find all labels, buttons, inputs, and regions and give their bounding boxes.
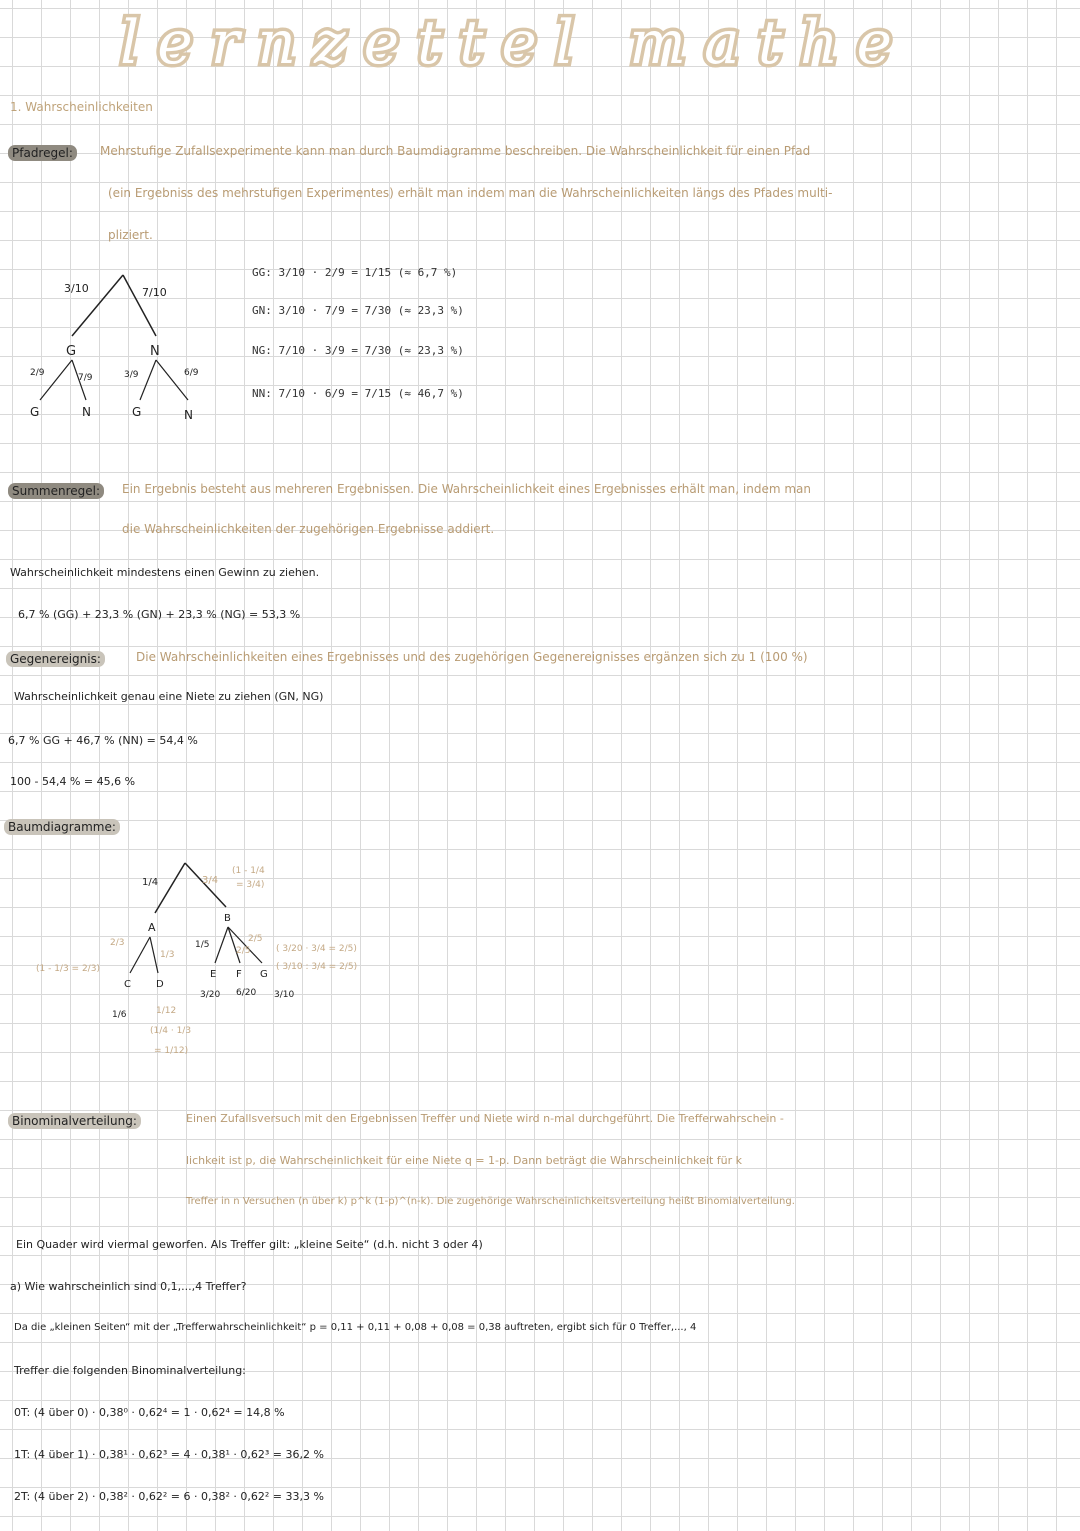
prob-label: 2/5 <box>236 946 251 956</box>
leaf-value: 1/12 <box>156 1006 177 1016</box>
example-text: Da die „kleinen Seiten“ mit der „Trefferwahrscheinlichkeit“ p = 0,11 + 0,11 + 0,08 + 0,08 = 0,38 auftreten, ergibt sich für 0 Treffer,..., 4 <box>14 1322 697 1333</box>
prob-label: 2/3 <box>110 938 125 948</box>
leaf-label: C <box>124 979 131 990</box>
section-heading: 1. Wahrscheinlichkeiten <box>10 100 153 114</box>
binomial-label: Binominalverteilung: <box>8 1113 141 1129</box>
leaf-label: N <box>184 408 193 422</box>
tree-diagram-1 <box>20 260 230 430</box>
prob-note: ( 3/10 : 3/4 = 2/5) <box>276 962 358 972</box>
baumdiagramme-label: Baumdiagramme: <box>4 819 120 835</box>
prob-note: ( 3/20 · 3/4 = 2/5) <box>276 944 357 954</box>
pfadregel-line3: pliziert. <box>108 228 153 242</box>
prob-label: 2/5 <box>248 934 263 944</box>
prob-note: = 3/4) <box>236 880 265 890</box>
leaf-value: = 1/12) <box>154 1046 189 1056</box>
example-calculation: 100 - 54,4 % = 45,6 % <box>10 775 136 788</box>
gegenereignis-block <box>6 648 105 667</box>
binomial-result: 1T: (4 über 1) · 0,38¹ · 0,62³ = 4 · 0,38¹ · 0,62³ = 36,2 % <box>14 1448 324 1461</box>
path-result: NG: 7/10 · 3/9 = 7/30 (≈ 23,3 %) <box>252 344 464 357</box>
node-label: N <box>150 344 160 359</box>
binomial-result: 0T: (4 über 0) · 0,38⁰ · 0,62⁴ = 1 · 0,62⁴ = 14,8 % <box>14 1406 285 1419</box>
leaf-label: D <box>156 979 164 990</box>
prob-note: (1 - 1/3 = 2/3) <box>36 964 100 974</box>
pfadregel-block <box>8 142 77 161</box>
leaf-value: 6/20 <box>236 988 257 998</box>
prob-label: 3/4 <box>202 875 219 886</box>
path-result: GN: 3/10 · 7/9 = 7/30 (≈ 23,3 %) <box>252 304 464 317</box>
example-calculation: 6,7 % GG + 46,7 % (NN) = 54,4 % <box>8 734 198 747</box>
example-question: a) Wie wahrscheinlich sind 0,1,...,4 Treffer? <box>10 1280 247 1293</box>
example-text: Treffer die folgenden Binominalverteilung: <box>14 1364 246 1377</box>
binomial-line3: Treffer in n Versuchen (n über k) p^k (1-p)^(n-k). Die zugehörige Wahrscheinlichkeitsverteilung heißt Binomialverteilung. <box>186 1196 795 1207</box>
example-calculation: 6,7 % (GG) + 23,3 % (GN) + 23,3 % (NG) = 53,3 % <box>18 608 301 621</box>
prob-label: 7/10 <box>142 286 167 299</box>
binomial-line1: Einen Zufallsversuch mit den Ergebnissen Treffer und Niete wird n-mal durchgeführt. Die Trefferwahrschein - <box>186 1112 784 1125</box>
summenregel-line1: Ein Ergebnis besteht aus mehreren Ergebnissen. Die Wahrscheinlichkeit eines Ergebnisses erhält man, indem man <box>122 482 811 496</box>
pfadregel-label: Pfadregel: <box>8 145 77 161</box>
example-intro: Ein Quader wird viermal geworfen. Als Treffer gilt: „kleine Seite“ (d.h. nicht 3 oder 4) <box>16 1238 483 1251</box>
leaf-value: 3/20 <box>200 990 221 1000</box>
binomial-result: 2T: (4 über 2) · 0,38² · 0,62² = 6 · 0,38² · 0,62² = 33,3 % <box>14 1490 324 1503</box>
leaf-value: (1/4 · 1/3 <box>150 1026 192 1036</box>
summenregel-line2: die Wahrscheinlichkeiten der zugehörigen Ergebnisse addiert. <box>122 522 495 536</box>
prob-label: 1/3 <box>160 950 175 960</box>
binomial-line2: lichkeit ist p, die Wahrscheinlichkeit für eine Niete q = 1-p. Dann beträgt die Wahrscheinlichkeit für k <box>186 1154 743 1167</box>
example-question: Wahrscheinlichkeit mindestens einen Gewinn zu ziehen. <box>10 566 320 579</box>
gegenereignis-text: Die Wahrscheinlichkeiten eines Ergebnisses und des zugehörigen Gegenereignisses ergänzen sich zu 1 (100 %) <box>136 650 808 664</box>
prob-note: (1 - 1/4 <box>232 866 265 876</box>
prob-label: 7/9 <box>78 373 93 383</box>
baumdiagramme-block <box>4 816 120 835</box>
leaf-label: E <box>210 969 217 980</box>
node-label: A <box>148 921 156 934</box>
gegenereignis-label: Gegenereignis: <box>6 651 105 667</box>
prob-label: 3/10 <box>64 282 89 295</box>
binomial-block <box>8 1110 141 1129</box>
summenregel-label: Summenregel: <box>8 483 104 499</box>
leaf-value: 1/6 <box>112 1010 127 1020</box>
node-label: G <box>66 344 77 359</box>
leaf-label: G <box>260 969 268 980</box>
prob-label: 6/9 <box>184 368 199 378</box>
prob-label: 2/9 <box>30 368 45 378</box>
tree-diagram-2 <box>30 855 410 1065</box>
prob-label: 1/5 <box>195 940 210 950</box>
path-result: GG: 3/10 · 2/9 = 1/15 (≈ 6,7 %) <box>252 266 458 279</box>
leaf-label: G <box>132 405 142 419</box>
pfadregel-line1: Mehrstufige Zufallsexperimente kann man durch Baumdiagramme beschreiben. Die Wahrscheinlichkeit für einen Pfad <box>100 144 811 158</box>
prob-label: 1/4 <box>142 877 159 888</box>
summenregel-block <box>8 480 104 499</box>
page-title: lernzettel mathe <box>120 8 911 78</box>
example-question: Wahrscheinlichkeit genau eine Niete zu ziehen (GN, NG) <box>14 690 324 703</box>
leaf-value: 3/10 <box>274 990 295 1000</box>
prob-label: 3/9 <box>124 370 139 380</box>
node-label: B <box>224 913 231 924</box>
path-result: NN: 7/10 · 6/9 = 7/15 (≈ 46,7 %) <box>252 387 464 400</box>
leaf-label: N <box>82 405 91 419</box>
leaf-label: G <box>30 405 40 419</box>
leaf-label: F <box>236 969 242 980</box>
pfadregel-line2: (ein Ergebniss des mehrstufigen Experimentes) erhält man indem man die Wahrscheinlichkeiten längs des Pfades multi- <box>108 186 833 200</box>
